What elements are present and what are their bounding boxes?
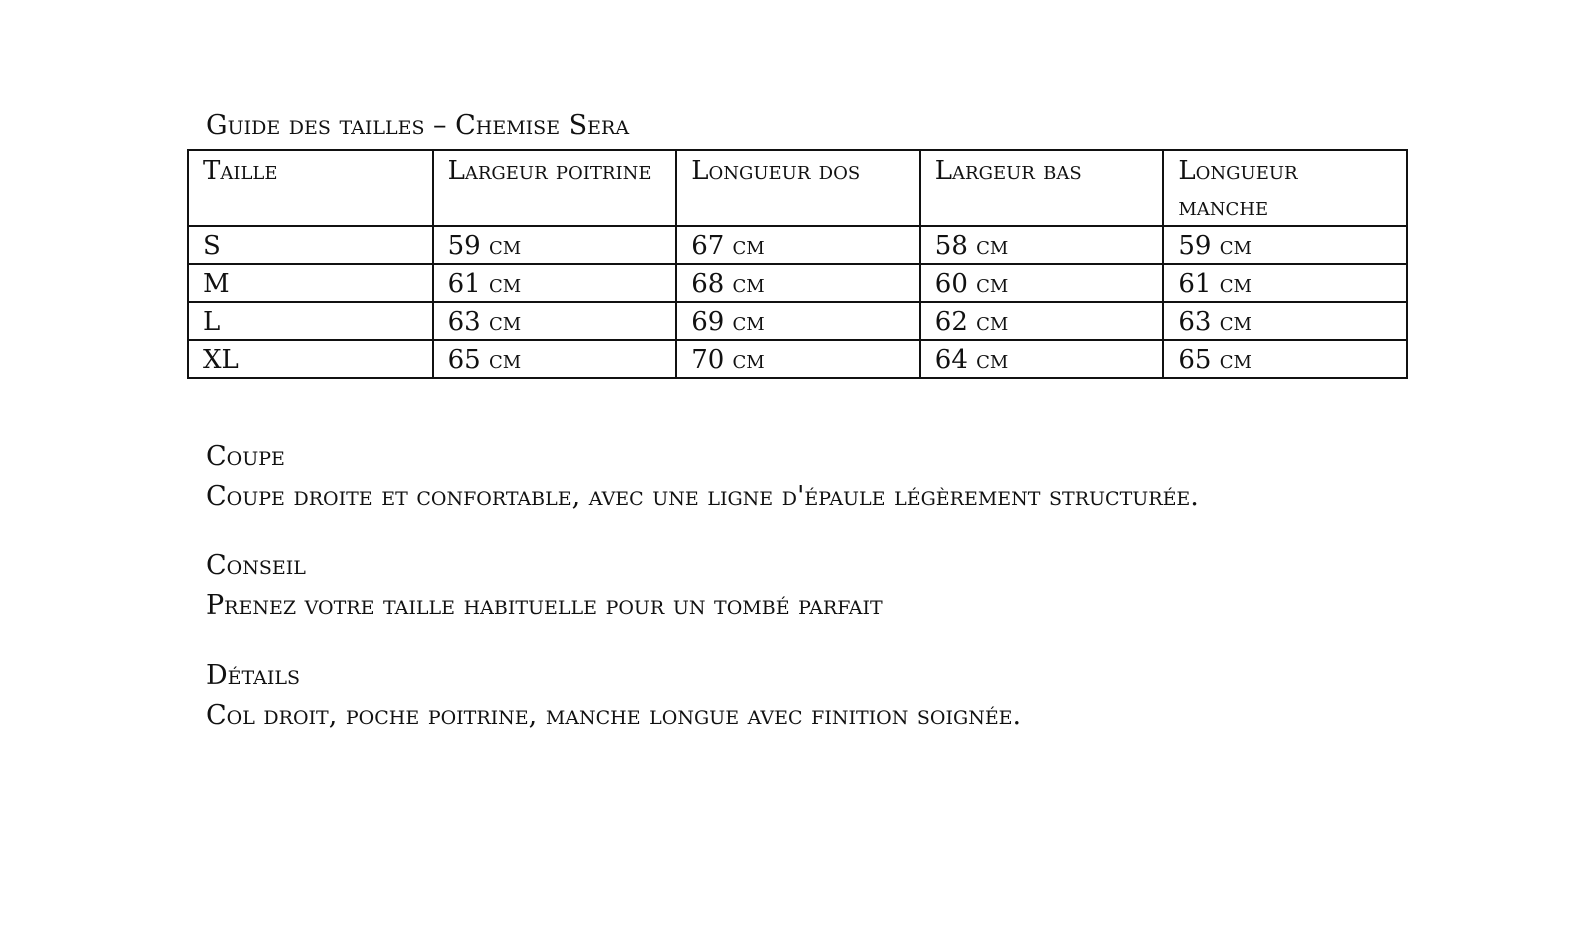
cell-size: XL	[188, 340, 433, 378]
cell-back-length: 70 cm	[676, 340, 920, 378]
table-row	[188, 264, 1407, 302]
section-heading-details: Détails	[206, 660, 301, 691]
size-table	[187, 149, 1408, 379]
cell-sleeve-length: 63 cm	[1163, 302, 1407, 340]
section-heading-conseil: Conseil	[206, 550, 306, 581]
section-heading-coupe: Coupe	[206, 441, 285, 472]
header-back-length: Longueur dos	[676, 150, 920, 226]
cell-sleeve-length: 65 cm	[1163, 340, 1407, 378]
header-chest-width: Largeur poitrine	[433, 150, 677, 226]
header-size: Taille	[188, 150, 433, 226]
cell-chest-width: 65 cm	[433, 340, 677, 378]
cell-size: L	[188, 302, 433, 340]
cell-chest-width: 59 cm	[433, 226, 677, 264]
table-row	[188, 226, 1407, 264]
table-row	[188, 340, 1407, 378]
cell-chest-width: 61 cm	[433, 264, 677, 302]
table-header-row	[188, 150, 1407, 226]
cell-back-length: 68 cm	[676, 264, 920, 302]
cell-sleeve-length: 61 cm	[1163, 264, 1407, 302]
cell-back-length: 69 cm	[676, 302, 920, 340]
table-row	[188, 302, 1407, 340]
page-title: Guide des tailles – Chemise Sera	[206, 110, 630, 141]
header-sleeve-length: Longueur manche	[1163, 150, 1407, 226]
cell-back-length: 67 cm	[676, 226, 920, 264]
header-hem-width: Largeur bas	[920, 150, 1164, 226]
cell-size: M	[188, 264, 433, 302]
cell-hem-width: 64 cm	[920, 340, 1164, 378]
section-text-details: Col droit, poche poitrine, manche longue avec finition soignée.	[206, 700, 1022, 731]
cell-size: S	[188, 226, 433, 264]
cell-hem-width: 58 cm	[920, 226, 1164, 264]
section-text-coupe: Coupe droite et confortable, avec une ligne d'épaule légèrement structurée.	[206, 481, 1199, 512]
cell-hem-width: 62 cm	[920, 302, 1164, 340]
cell-hem-width: 60 cm	[920, 264, 1164, 302]
cell-sleeve-length: 59 cm	[1163, 226, 1407, 264]
cell-chest-width: 63 cm	[433, 302, 677, 340]
section-text-conseil: Prenez votre taille habituelle pour un tombé parfait	[206, 590, 883, 621]
